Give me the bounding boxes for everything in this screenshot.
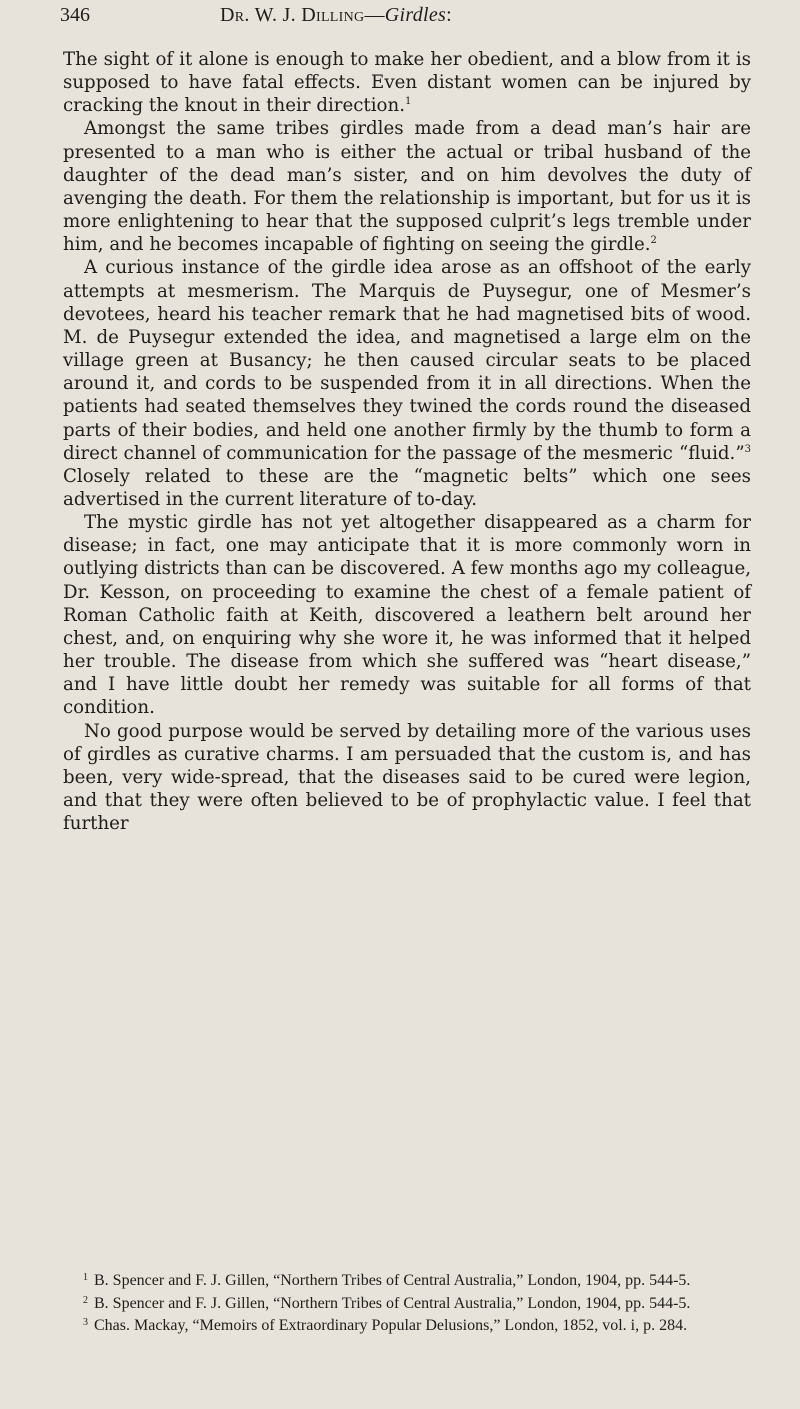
footnote-ref-2: 2 [650, 235, 657, 247]
page-header [60, 4, 760, 44]
paragraph-3 [63, 256, 751, 511]
body-text [63, 48, 751, 835]
footnote-2-number: 2 [83, 1294, 88, 1306]
paragraph-2 [63, 117, 751, 256]
footnote-2-text: B. Spencer and F. J. Gillen, “Northern Tribes of Central Australia,” London, 1904, pp. 544-5. [94, 1294, 691, 1312]
footnote-3 [63, 1313, 753, 1336]
paragraph-1 [63, 48, 751, 117]
running-head-title: Girdles [384, 4, 447, 26]
paragraph-4 [63, 511, 751, 719]
running-head [220, 4, 452, 27]
footnote-3-number: 3 [83, 1317, 88, 1328]
footnote-2 [63, 1291, 753, 1314]
footnotes [63, 1268, 753, 1336]
paragraph-3-text-a: A curious instance of the girdle idea arose as an offshoot of the early attempts at mesmerism. The Marquis de Puysegur, one of Mesmer’s devotees, heard his teacher remark that he had magnetised bits of wood. M. de Puysegur extended the idea, and magnetised a large elm on the village green at Busancy; he then caused circular seats to be placed around it, and cords to be suspended from it in all directions. When the patients had seated themselves they twined the cords round the diseased parts of their bodies, and held one another firmly by the thumb to form a direct channel of communication for the passage of the mesmeric “fluid.” [63, 257, 751, 464]
running-head-author: Dr. W. J. Dilling [220, 4, 365, 26]
page-number: 346 [60, 4, 90, 26]
footnote-1-text: B. Spencer and F. J. Gillen, “Northern Tribes of Central Australia,” London, 1904, pp. 544-5. [94, 1272, 691, 1289]
footnote-1-number: 1 [83, 1272, 88, 1283]
footnote-ref-1: 1 [405, 96, 412, 108]
paragraph-1-text: The sight of it alone is enough to make her obedient, and a blow from it is supposed to have fatal effects. Even distant women can be injured by cracking the knout in their direction. [63, 49, 751, 117]
paragraph-4-text: The mystic girdle has not yet altogether disappeared as a charm for disease; in fact, one may anticipate that it is more commonly worn in outlying districts than can be discovered. A few months ago my colleague, Dr. Kesson, on proceeding to examine the chest of a female patient of Roman Catholic faith at Keith, discovered a leathern belt around her chest, and, on enquiring why she wore it, he was informed that it helped her trouble. The disease from which she suffered was “heart disease,” and I have little doubt her remedy was suitable for all forms of that condition. [63, 512, 751, 719]
footnote-ref-3: 3 [744, 443, 751, 455]
footnote-3-text: Chas. Mackay, “Memoirs of Extraordinary Popular Delusions,” London, 1852, vol. i, p. 284. [94, 1317, 688, 1334]
running-head-separator: — [364, 4, 385, 26]
footnote-1 [63, 1268, 753, 1291]
paragraph-5-text: No good purpose would be served by detailing more of the various uses of girdles as curative charms. I am persuaded that the custom is, and has been, very wide-spread, that the diseases said to be cured were legion, and that they were often believed to be of prophylactic value. I feel that further [63, 720, 751, 835]
paragraph-3-text-b: Closely related to these are the “magnetic belts” which one sees advertised in the current literature of to-day. [63, 465, 751, 510]
running-head-title-suffix: : [446, 4, 452, 26]
paragraph-2-text: Amongst the same tribes girdles made from a dead man’s hair are presented to a man who is either the actual or tribal husband of the daughter of the dead man’s sister, and on him devolves the duty of avenging the death. For them the relationship is important, but for us it is more enlightening to hear that the supposed culprit’s legs tremble under him, and he becomes incapable of fighting on seeing the girdle. [63, 118, 751, 256]
paragraph-5 [63, 720, 751, 836]
